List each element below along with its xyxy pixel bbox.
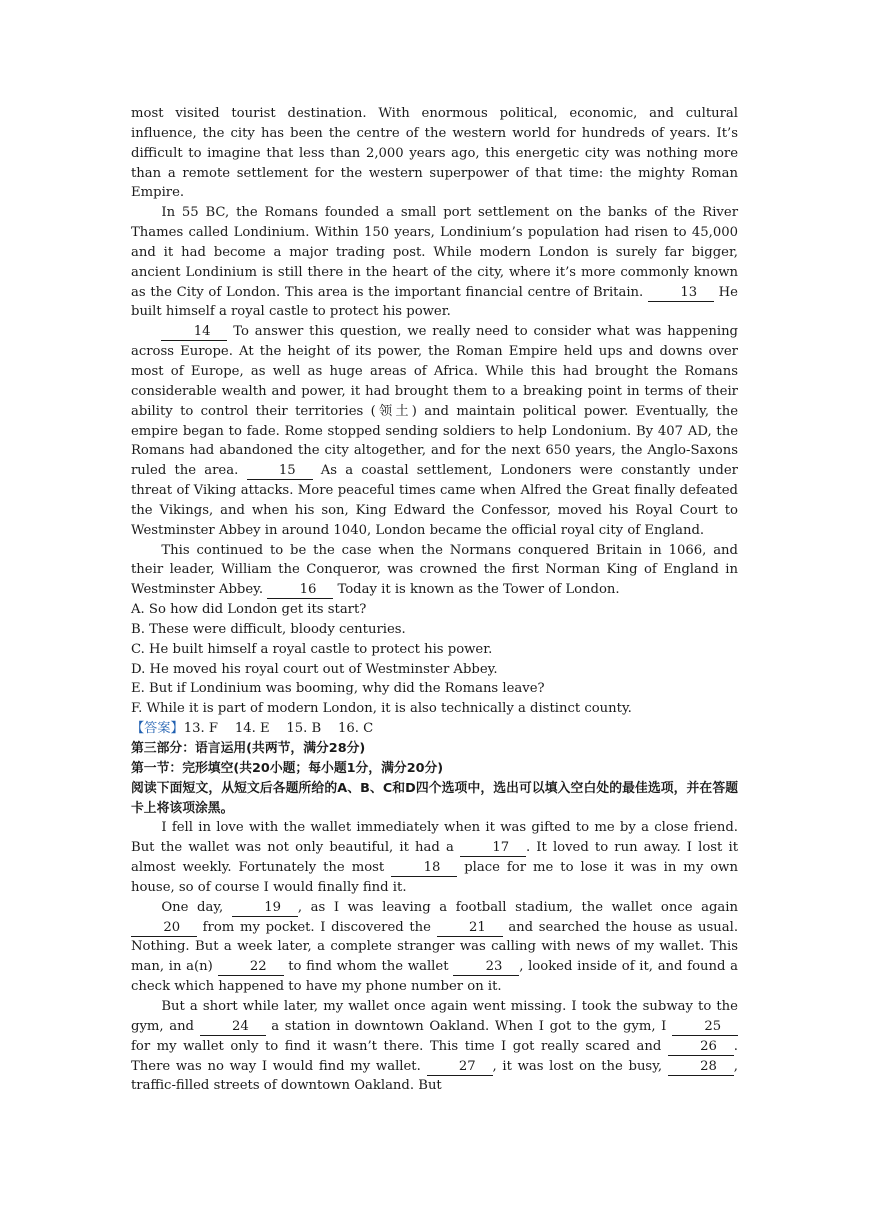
blank-17: 17 <box>460 840 526 857</box>
blank-24: 24 <box>200 1019 266 1036</box>
paragraph <box>131 541 738 601</box>
blank-20: 20 <box>131 920 197 937</box>
blank-26: 26 <box>668 1039 734 1056</box>
blank-22: 22 <box>218 959 284 976</box>
paragraph-text: To answer this question, we really need to consider what was happening across Europe. At the height of its power, the Roman Empire held ups and downs over most of Europe, as well as huge areas of Africa. While this had brought the Romans considerable wealth and power, it had brought them to a breaking point in terms of their ability to control their territories (领土) and maintain political power. Eventually, the empire began to fade. Rome stopped sending soldiers to help Londonium. By 407 AD, the Romans had abandoned the city altogether, and for the next 650 years, the Anglo-Saxons ruled the area. <box>131 324 739 479</box>
blank-28: 28 <box>668 1059 734 1076</box>
paragraph-text: One day, <box>161 899 224 915</box>
section-heading: 第三部分：语言运用(共两节，满分28分) <box>131 741 366 756</box>
paragraph <box>131 322 738 540</box>
blank-21: 21 <box>437 920 503 937</box>
blank-14: 14 <box>161 324 227 341</box>
paragraph-text: He built himself a royal castle to protect his power. <box>131 284 738 320</box>
paragraph-text: . It loved to run away. I lost it almost weekly. Fortunately the most <box>131 840 738 876</box>
option-a: A. So how did London get its start? <box>131 602 367 618</box>
paragraph-text: , looked inside of it, and found a check which happened to have my phone number on it. <box>131 959 738 995</box>
option-b: B. These were difficult, bloody centuries. <box>131 621 406 637</box>
instruction: 阅读下面短文，从短文后各题所给的A、B、C和D四个选项中，选出可以填入空白处的最佳选项，并在答题卡上将该项涂黑。 <box>131 780 738 816</box>
paragraph-text: I fell in love with the wallet immediately when it was gifted to me by a close friend. But the wallet was not only beautiful, it had a <box>131 820 738 856</box>
document-page <box>131 104 738 1096</box>
blank-18: 18 <box>391 860 457 877</box>
paragraph-text: for my wallet only to find it wasn’t there. This time I got really scared and <box>131 1038 662 1054</box>
paragraph-text: , traffic-filled streets of downtown Oakland. But <box>131 1058 738 1094</box>
paragraph-text: Today it is known as the Tower of London. <box>337 582 620 598</box>
paragraph-text: , it was lost on the busy, <box>492 1058 663 1074</box>
subsection-heading: 第一节：完形填空(共20小题；每小题1分，满分20分) <box>131 760 444 776</box>
blank-15: 15 <box>247 463 313 480</box>
blank-16: 16 <box>267 582 333 599</box>
paragraph: most visited tourist destination. With enormous political, economic, and cultural influence, the city has been the centre of the western world for hundreds of years. It’s difficult to imagine that less than 2,000 years ago, this energetic city was nothing more than a remote settlement for the western superpower of that time: the mighty Roman Empire. <box>131 106 738 201</box>
paragraph <box>131 898 738 997</box>
paragraph-text: to find whom the wallet <box>288 959 449 975</box>
answer-line <box>131 719 738 739</box>
blank-19: 19 <box>232 900 298 917</box>
blank-27: 27 <box>427 1059 493 1076</box>
paragraph-text: place for me to lose it was in my own house, so of course I would finally find it. <box>131 860 738 895</box>
paragraph-text: and searched the house as usual. Nothing. But a week later, a complete stranger was calling with news of my wallet. This man, in a(n) <box>131 919 739 975</box>
paragraph <box>131 203 738 322</box>
blank-13: 13 <box>648 285 714 302</box>
paragraph-text: In 55 BC, the Romans founded a small port settlement on the banks of the River Thames called Londinium. Within 150 years, Londinium’s population had risen to 45,000 and it had become a major trading post. While modern London is surely far bigger, ancient Londinium is still there in the heart of the city, where it’s more commonly known as the City of London. This area is the important financial centre of Britain. <box>131 205 738 300</box>
paragraph-text: This continued to be the case when the Normans conquered Britain in 1066, and their leader, William the Conqueror, was crowned the first Norman King of England in Westminster Abbey. <box>131 542 738 598</box>
option-e: E. But if Londinium was booming, why did the Romans leave? <box>131 681 545 697</box>
answer-text: 13. F 14. E 15. B 16. C <box>183 721 374 737</box>
option-c: C. He built himself a royal castle to protect his power. <box>131 641 493 657</box>
blank-25: 25 <box>672 1019 738 1036</box>
answer-tag: 【答案】 <box>131 721 184 737</box>
option-f: F. While it is part of modern London, it is also technically a distinct county. <box>131 701 632 717</box>
paragraph-text: As a coastal settlement, Londoners were constantly under threat of Viking attacks. More peaceful times came when Alfred the Great finally defeated the Vikings, and when his son, King Edward the Confessor, moved his Royal Court to Westminster Abbey in around 1040, London became the official royal city of England. <box>131 463 738 538</box>
paragraph-text: from my pocket. I discovered the <box>202 919 431 935</box>
paragraph-text: a station in downtown Oakland. When I got to the gym, I <box>271 1018 667 1034</box>
paragraph-text: . There was no way I would find my wallet. <box>131 1038 738 1074</box>
paragraph-text: But a short while later, my wallet once again went missing. I took the subway to the gym, and <box>131 998 738 1034</box>
paragraph <box>131 997 738 1096</box>
blank-23: 23 <box>453 959 519 976</box>
paragraph-text: , as I was leaving a football stadium, the wallet once again <box>297 899 738 915</box>
option-d: D. He moved his royal court out of Westminster Abbey. <box>131 661 498 677</box>
paragraph <box>131 818 738 897</box>
